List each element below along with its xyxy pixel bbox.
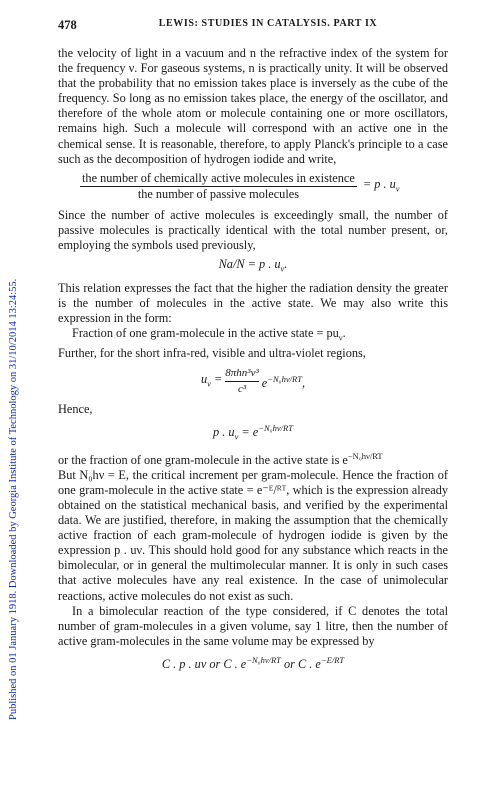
page-header [58, 18, 448, 34]
paragraph: or the fraction of one gram-molecule in the active state is $e^{-N_0h\nu/RT}$ [58, 450, 383, 467]
fraction-denominator: c³ [237, 382, 247, 395]
article-body [58, 46, 448, 676]
fraction-denominator: the number of passive molecules [137, 186, 299, 201]
equation-ratio [80, 171, 448, 202]
eq-lhs: $u_\nu$ = [200, 371, 223, 388]
label-hence: Hence, [58, 401, 93, 416]
fraction [225, 366, 259, 397]
equation: C . p . uν or C . $e^{-N_0h\nu/RT}$ or C . $e^{-E/RT}$ [161, 654, 345, 672]
fraction [80, 171, 357, 202]
paragraph: Further, for the short infra-red, visible and ultra-violet regions, [58, 345, 366, 360]
running-title: LEWIS: STUDIES IN CATALYSIS. PART IX [158, 18, 378, 29]
fraction-numerator: the number of chemically active molecules in existence [80, 171, 357, 187]
paragraph: This relation expresses the fact that the higher the radiation density the greater is the number of molecules in the active state. We may also write this expression in the form: [58, 280, 448, 325]
paragraph: Fraction of one gram-molecule in the active state = $pu_\nu$. [72, 326, 346, 343]
fraction-numerator: 8πhn³ν³ [225, 366, 259, 382]
page-number: 478 [58, 18, 77, 32]
paragraph: the velocity of light in a vacuum and n the refractive index of the system for the frequency ν. For gaseous systems, n is practically unity. It will be observed that the probability that no emission takes place is inversely as the cube of the frequency. So long as no emission takes place, the energy of the oscillator, and therefore of the whole atom or molecule containing one or more oscillators, remains high. Such a molecule will correspond with an active one in the chemical sense. It is reasonable, therefore, to apply Planck's principle to a case such as the decomposition of hydrogen iodide and write, [58, 46, 448, 166]
equation-radiation-density [58, 366, 448, 397]
equation: p . $u_\nu = e^{-N_0h\nu/RT}$ [213, 422, 293, 442]
publication-watermark: Published on 01 January 1918. Downloaded by Georgia Institute of Technology on 31/10/2014 13:24:55. [8, 278, 19, 720]
equation: Na/N = p . $u_\nu$. [218, 257, 288, 274]
equation-rhs: = p . $u_\nu$ [362, 176, 400, 194]
paragraph: Since the number of active molecules is exceedingly small, the number of passive molecules is practically identical with the total number present, or, employing the symbols used previously, [58, 207, 448, 253]
paragraph: But N₀hν = E, the critical increment per gram-molecule. Hence the fraction of one gram-molecule in the active state = e⁻ᴱ/ᴿᵀ, which is the expression already obtained on the statistical mechanical basis, and verified by the experimental data. We are justified, therefore, in making the assumption that the chemically active fraction of each gram-molecule of hydrogen iodide is given by the expression p . uν. This should hold good for any substance which reacts in the bimolecular, or in general the multimolecular manner. It is only in such cases that active molecules have any real existence. In the case of unimolecular reactions, active molecules do not exist as such. [58, 467, 448, 603]
eq-exponential: $e^{-N_0h\nu/RT}$, [261, 373, 306, 390]
paragraph: In a bimolecular reaction of the type considered, if C denotes the total number of gram-molecules in a given volume, say 1 litre, then the number of active gram-molecules in the same volume may be expressed by [58, 603, 448, 648]
